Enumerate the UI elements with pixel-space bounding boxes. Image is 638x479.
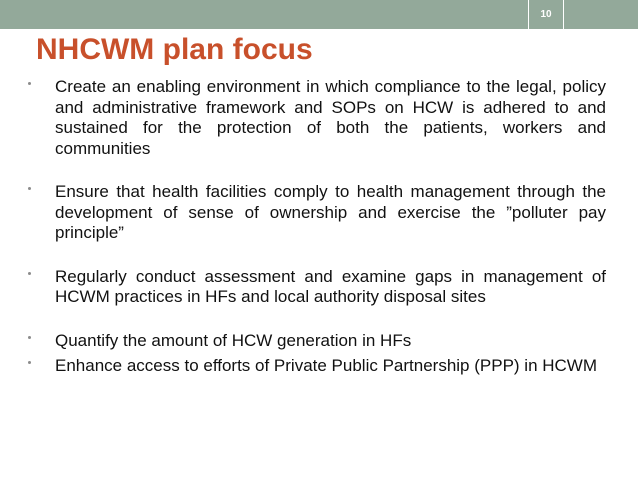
bullet-item [28, 331, 606, 352]
bullet-item [28, 267, 606, 308]
bullet-item [28, 182, 606, 244]
bullet-dot-icon [28, 336, 31, 339]
bullet-text: Enhance access to efforts of Private Public Partnership (PPP) in HCWM [55, 356, 598, 375]
bullet-text: Regularly conduct assessment and examine gaps in management of HCWM practices in HFs and local authority disposal sites [55, 266, 606, 306]
bullet-text: Quantify the amount of HCW generation in HFs [55, 330, 412, 350]
bullet-item [28, 356, 606, 377]
bullet-dot-icon [28, 187, 31, 190]
bullet-dot-icon [28, 361, 31, 364]
bullet-list [28, 77, 606, 377]
bullet-item [28, 77, 606, 159]
bullet-dot-icon [28, 82, 31, 85]
page-number: 10 [528, 0, 564, 29]
bullet-dot-icon [28, 272, 31, 275]
slide-title: NHCWM plan focus [36, 33, 313, 66]
bullet-text: Ensure that health facilities comply to health management through the development of sense of ownership and exercise the ”polluter pay principle” [55, 182, 606, 242]
bullet-text: Create an enabling environment in which compliance to the legal, policy and administrative framework and SOPs on HCW is adhered to and sustained for the protection of both the patients, workers and communities [55, 77, 606, 158]
